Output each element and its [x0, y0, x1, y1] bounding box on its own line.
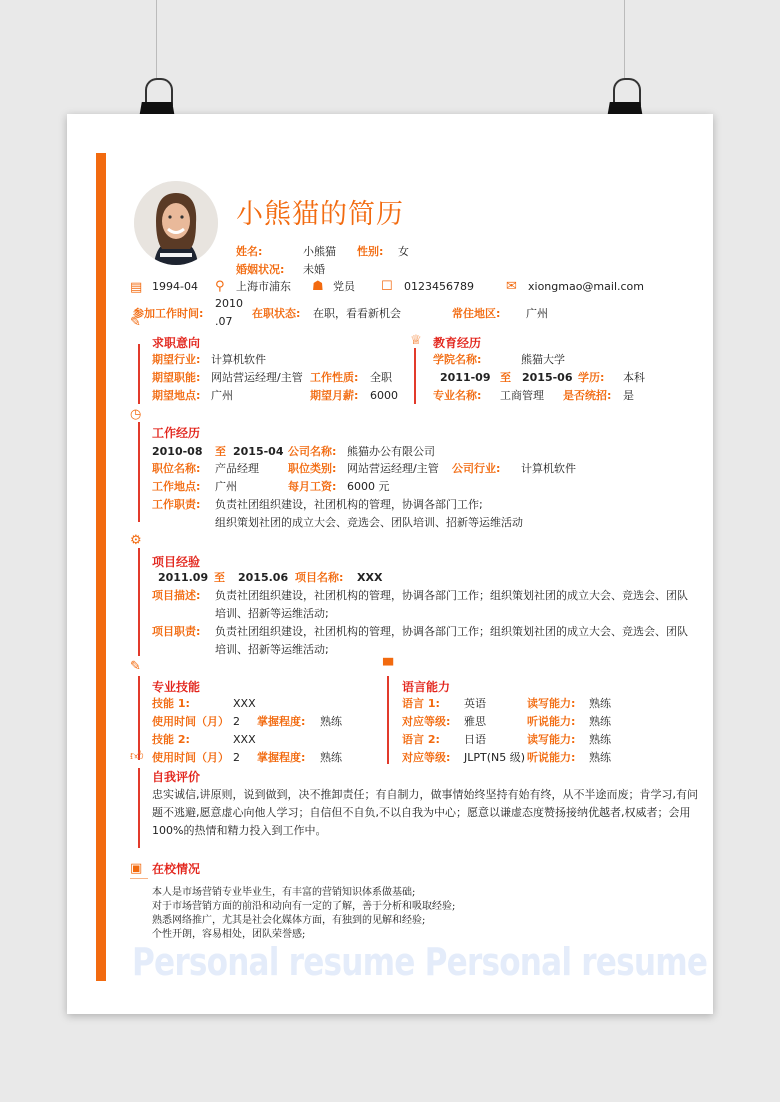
lang-2-rw-label: 读写能力: [527, 733, 576, 746]
project-to-label: 至 [214, 571, 225, 584]
lang-2-ls-label: 听说能力: [527, 751, 576, 764]
skill-1-value: XXX [233, 697, 256, 710]
region-value: 广州 [526, 307, 548, 320]
edu-major-value: 工商管理 [500, 389, 544, 402]
work-duty-line-2: 组织策划社团的成立大会、竞选会、团队培训、招新等运维活动 [215, 516, 523, 529]
skill-1-mastery-label: 掌握程度: [257, 715, 306, 728]
job-salary-value: 6000 [370, 389, 398, 402]
lang-1-rw-label: 读写能力: [527, 697, 576, 710]
work-company-value: 熊猫办公有限公司 [347, 445, 435, 458]
edu-degree-value: 本科 [623, 371, 645, 384]
campus-dash [130, 878, 148, 879]
watermark-text: Personal resume Personal resume [132, 940, 708, 984]
lang-1-ls-value: 熟练 [589, 715, 611, 728]
job-divider [138, 344, 140, 404]
lang-1-grade-label: 对应等级: [402, 715, 451, 728]
mail-icon: ✉ [506, 279, 517, 294]
project-duty-line-1: 负责社团组织建设，社团机构的管理，协调各部门工作；组织策划社团的成立大会、竞选会、团队 [215, 625, 688, 638]
self-line-1: 忠实诚信,讲原则，说到做到，决不推卸责任；有自制力，做事情始终坚持有始有终，从不半途而废；肯学习,有问 [152, 788, 698, 801]
skill-2-mastery-label: 掌握程度: [257, 751, 306, 764]
trophy-icon: ♕ [410, 333, 422, 348]
phone-value: 0123456789 [404, 280, 474, 293]
marital-value: 未婚 [303, 263, 325, 276]
job-position-label: 期望职能: [152, 371, 201, 384]
skill-2-time-value: 2 [233, 751, 240, 764]
project-to: 2015.06 [238, 571, 289, 584]
job-place-label: 期望地点: [152, 389, 201, 402]
thumbs-up-icon: 👍︎ [130, 749, 144, 764]
gender-label: 性别: [357, 245, 384, 258]
project-desc-line-1: 负责社团组织建设，社团机构的管理，协调各部门工作；组织策划社团的成立大会、竞选会、团队 [215, 589, 688, 602]
edu-section-title: 教育经历 [433, 336, 482, 350]
edu-school-label: 学院名称: [433, 353, 482, 366]
work-cat-value: 网站营运经理/主管 [347, 462, 439, 475]
work-pos-value: 产品经理 [215, 462, 259, 475]
job-position-value: 网站营运经理/主管 [211, 371, 303, 384]
work-cat-label: 职位类别: [288, 462, 337, 475]
edu-major-label: 专业名称: [433, 389, 482, 402]
skills-divider [138, 676, 140, 760]
job-industry-label: 期望行业: [152, 353, 201, 366]
lang-2-grade-label: 对应等级: [402, 751, 451, 764]
lang-1-value: 英语 [464, 697, 486, 710]
id-card-icon: ▣ [130, 861, 143, 876]
work-start-month: .07 [215, 315, 233, 328]
pencil-icon: ✎ [130, 315, 141, 330]
lang-1-ls-label: 听说能力: [527, 715, 576, 728]
lang-2-grade-value: JLPT(N5 级) [464, 751, 526, 764]
work-salary-value: 6000 元 [347, 480, 390, 493]
speech-bubble-icon: ▀ [383, 659, 393, 674]
pen-icon: ✎ [130, 659, 141, 674]
campus-line-2: 对于市场营销方面的前沿和动向有一定的了解，善于分析和吸取经验; [152, 901, 456, 912]
region-label: 常住地区: [452, 307, 501, 320]
self-section-title: 自我评价 [152, 770, 201, 784]
edu-unified-label: 是否统招: [563, 389, 612, 402]
project-name-value: XXX [357, 571, 383, 584]
edu-to: 2015-06 [522, 371, 573, 384]
job-salary-label: 期望月薪: [310, 389, 359, 402]
edu-divider [414, 348, 416, 404]
work-divider [138, 422, 140, 522]
job-nature-value: 全职 [370, 371, 392, 384]
campus-line-1: 本人是市场营销专业毕业生，有丰富的营销知识体系做基础; [152, 887, 416, 898]
name-value: 小熊猫 [303, 245, 336, 258]
lang-2-ls-value: 熟练 [589, 751, 611, 764]
status-value: 在职，看看新机会 [313, 307, 401, 320]
lang-divider [387, 676, 389, 764]
skill-2-value: XXX [233, 733, 256, 746]
work-start-label: 参加工作时间: [133, 307, 204, 320]
project-duty-line-2: 培训、招新等运维活动; [215, 643, 329, 656]
lang-2-rw-value: 熟练 [589, 733, 611, 746]
project-section-title: 项目经验 [152, 555, 201, 569]
edu-from: 2011-09 [440, 371, 491, 384]
project-desc-label: 项目描述: [152, 589, 201, 602]
work-ind-value: 计算机软件 [521, 462, 576, 475]
skill-1-time-value: 2 [233, 715, 240, 728]
marital-label: 婚姻状况: [236, 263, 285, 276]
calendar-icon: ▤ [130, 280, 143, 295]
lang-1-rw-value: 熟练 [589, 697, 611, 710]
lang-2-value: 日语 [464, 733, 486, 746]
work-ind-label: 公司行业: [452, 462, 501, 475]
phone-icon: ☐ [381, 279, 393, 294]
work-company-label: 公司名称: [288, 445, 337, 458]
work-place-value: 广州 [215, 480, 237, 493]
job-place-value: 广州 [211, 389, 233, 402]
gender-value: 女 [398, 245, 409, 258]
campus-section-title: 在校情况 [152, 862, 201, 876]
skill-2-label: 技能 2: [152, 733, 190, 746]
project-divider [138, 548, 140, 656]
skills-section-title: 专业技能 [152, 680, 201, 694]
lang-2-label: 语言 2: [402, 733, 440, 746]
campus-line-3: 熟悉网络推广，尤其是社会化媒体方面，有独到的见解和经验; [152, 915, 426, 926]
location-pin-icon: ⚲ [215, 279, 225, 294]
work-duty-label: 工作职责: [152, 498, 201, 511]
job-industry-value: 计算机软件 [211, 353, 266, 366]
page-title: 小熊猫的简历 [236, 199, 404, 230]
skill-1-label: 技能 1: [152, 697, 190, 710]
edu-school-value: 熊猫大学 [521, 353, 565, 366]
work-salary-label: 每月工资: [288, 480, 337, 493]
work-place-label: 工作地点: [152, 480, 201, 493]
edu-degree-label: 学历: [578, 371, 605, 384]
job-nature-label: 工作性质: [310, 371, 359, 384]
self-line-3: 100%的热情和精力投入到工作中。 [152, 824, 327, 837]
work-section-title: 工作经历 [152, 426, 201, 440]
lang-section-title: 语言能力 [402, 680, 451, 694]
job-section-title: 求职意向 [152, 336, 201, 350]
lang-1-grade-value: 雅思 [464, 715, 486, 728]
work-from: 2010-08 [152, 445, 203, 458]
gears-icon: ⚙ [130, 533, 142, 548]
clock-icon: ◷ [130, 407, 142, 422]
work-to-label: 至 [215, 445, 226, 458]
work-start-year: 2010 [215, 297, 243, 310]
self-line-2: 题不逃避,愿意虚心向他人学习；自信但不自负,不以自我为中心；愿意以谦虚态度赞扬接纳优越者,权威者；会用 [152, 806, 691, 819]
team-icon: ☗ [312, 279, 324, 294]
campus-line-4: 个性开朗，容易相处，团队荣誉感; [152, 929, 306, 940]
status-label: 在职状态: [252, 307, 301, 320]
edu-to-label: 至 [500, 371, 511, 384]
lang-1-label: 语言 1: [402, 697, 440, 710]
skill-1-time-label: 使用时间（月） [152, 715, 229, 728]
project-duty-label: 项目职责: [152, 625, 201, 638]
work-pos-label: 职位名称: [152, 462, 201, 475]
party-value: 党员 [333, 280, 355, 293]
skill-1-mastery-value: 熟练 [320, 715, 342, 728]
birth-value: 1994-04 [152, 280, 198, 293]
avatar [134, 181, 218, 265]
work-duty-line-1: 负责社团组织建设，社团机构的管理，协调各部门工作; [215, 498, 483, 511]
self-divider [138, 768, 140, 848]
work-to: 2015-04 [233, 445, 284, 458]
project-name-label: 项目名称: [295, 571, 344, 584]
project-from: 2011.09 [158, 571, 209, 584]
project-desc-line-2: 培训、招新等运维活动; [215, 607, 329, 620]
name-label: 姓名: [236, 245, 263, 258]
email-value: xiongmao@mail.com [528, 280, 644, 293]
skill-2-mastery-value: 熟练 [320, 751, 342, 764]
skill-2-time-label: 使用时间（月） [152, 751, 229, 764]
accent-bar [96, 153, 106, 981]
location-value: 上海市浦东 [236, 280, 291, 293]
edu-unified-value: 是 [623, 389, 634, 402]
